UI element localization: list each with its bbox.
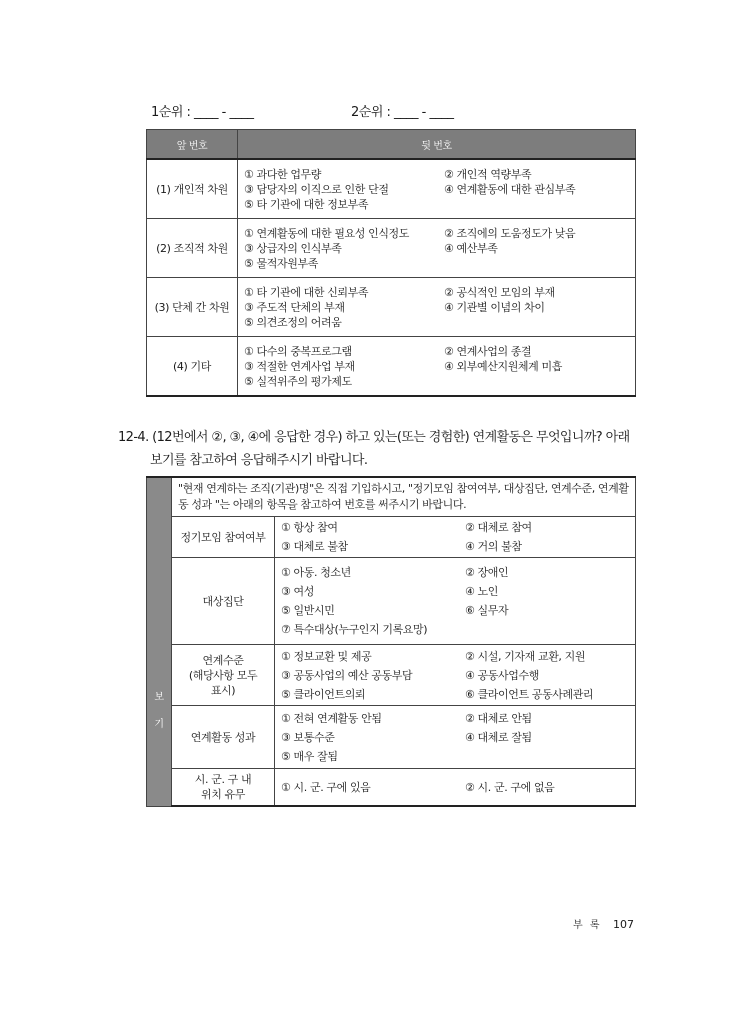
category-outcome: 연계활동 성과: [172, 706, 275, 769]
category-target-group: 대상집단: [172, 558, 275, 645]
option: ② 시설, 기자재 교환, 지원: [465, 649, 586, 663]
row-options-organizational: [238, 219, 636, 278]
option: ⑥ 클라이언트 공동사례관리: [465, 687, 594, 701]
row-label-individual: (1) 개인적 차원: [147, 159, 238, 219]
option: ⑥ 실무자: [465, 604, 509, 617]
header-front-number: 앞 번호: [147, 130, 238, 160]
side-char: 기: [154, 719, 164, 731]
option: ⑦ 특수대상(누구인지 기록요망): [281, 623, 428, 636]
option: ③ 대체로 불참: [281, 540, 348, 553]
option: ② 개인적 역량부족: [444, 167, 532, 181]
option: ④ 대체로 잘됨: [465, 730, 532, 744]
row-label-other: (4) 기타: [147, 337, 238, 397]
option: ① 항상 참여: [281, 521, 338, 534]
option: ① 타 기관에 대한 신뢰부족: [244, 285, 369, 299]
option: ① 다수의 중복프로그램: [244, 344, 352, 358]
option: ① 연계활동에 대한 필요성 인식정도: [244, 226, 410, 240]
example-table: [146, 476, 636, 807]
row-label-organizational: (2) 조직적 차원: [147, 219, 238, 278]
option: ④ 노인: [465, 585, 499, 598]
option: ③ 상급자의 인식부족: [244, 241, 342, 255]
barrier-table: [146, 129, 636, 397]
option: ② 시. 군. 구에 없음: [465, 780, 555, 794]
category-location: 시. 군. 구 내 위치 유무: [172, 769, 275, 807]
header-back-number: 뒷 번호: [238, 130, 636, 160]
example-note: "현재 연계하는 조직(기관)명"은 직접 기입하시고, "정기모임 참여여부, 대상집단, 연계수준, 연계활동 성과 "는 아래의 항목을 참고하여 번호를 써주시기 바랍니다.: [172, 477, 636, 517]
option: ⑤ 일반시민: [281, 604, 335, 617]
option: ④ 외부예산지원체계 미흡: [444, 359, 562, 373]
page-number: 107: [613, 918, 634, 931]
option: ① 과다한 업무량: [244, 167, 322, 181]
side-char: 보: [154, 692, 164, 704]
option: ④ 예산부족: [444, 241, 498, 255]
option: ① 아동. 청소년: [281, 566, 351, 579]
option: ② 조직에의 도움정도가 낮음: [444, 226, 576, 240]
option: ⑤ 물적자원부족: [244, 256, 318, 270]
option: ① 정보교환 및 제공: [281, 649, 372, 663]
option: ② 공식적인 모임의 부재: [444, 285, 555, 299]
options-meeting: [275, 517, 636, 558]
option: ④ 기관별 이념의 차이: [444, 300, 545, 314]
footer-label: 부 록: [573, 920, 602, 931]
option: ③ 담당자의 이직으로 인한 단절: [244, 182, 389, 196]
rank-first: 1순위 : ____ - ____: [151, 105, 254, 120]
options-target-group: [275, 558, 636, 645]
option: ③ 여성: [281, 585, 315, 598]
option: ④ 거의 불참: [465, 540, 522, 553]
option: ② 연계사업의 종결: [444, 344, 532, 358]
option: ④ 연계활동에 대한 관심부족: [444, 182, 576, 196]
row-options-individual: [238, 159, 636, 219]
options-link-level: [275, 645, 636, 706]
option: ③ 주도적 단체의 부재: [244, 300, 345, 314]
option: ② 대체로 참여: [465, 521, 532, 534]
example-side-label: [147, 477, 172, 806]
question-line-2: 보기를 참고하여 응답해주시기 바랍니다.: [150, 453, 368, 468]
option: ⑤ 클라이언트의뢰: [281, 687, 366, 701]
row-options-other: [238, 337, 636, 397]
rank-second: 2순위 : ____ - ____: [351, 105, 454, 120]
category-meeting: 정기모임 참여여부: [172, 517, 275, 558]
option: ② 대체로 안됨: [465, 711, 532, 725]
options-location: [275, 769, 636, 807]
option: ⑤ 매우 잘됨: [281, 749, 338, 763]
page-footer: [573, 916, 634, 931]
options-outcome: [275, 706, 636, 769]
option: ③ 공동사업의 예산 공동부담: [281, 668, 413, 682]
option: ④ 공동사업수행: [465, 668, 539, 682]
row-label-inter-org: (3) 단체 간 차원: [147, 278, 238, 337]
option: ⑤ 타 기관에 대한 정보부족: [244, 197, 369, 211]
option: ① 시. 군. 구에 있음: [281, 780, 371, 794]
option: ③ 적절한 연계사업 부재: [244, 359, 355, 373]
question-line-1: 12-4. (12번에서 ②, ③, ④에 응답한 경우) 하고 있는(또는 경험한) 연계활동은 무엇입니까? 아래: [118, 430, 630, 445]
option: ② 장애인: [465, 566, 509, 579]
option: ③ 보통수준: [281, 730, 335, 744]
option: ⑤ 의견조정의 어려움: [244, 315, 342, 329]
option: ⑤ 실적위주의 평가제도: [244, 374, 352, 388]
category-link-level: 연계수준 (해당사항 모두 표시): [172, 645, 275, 706]
question-12-4: [118, 426, 638, 472]
row-options-inter-org: [238, 278, 636, 337]
option: ① 전혀 연계활동 안됨: [281, 711, 382, 725]
